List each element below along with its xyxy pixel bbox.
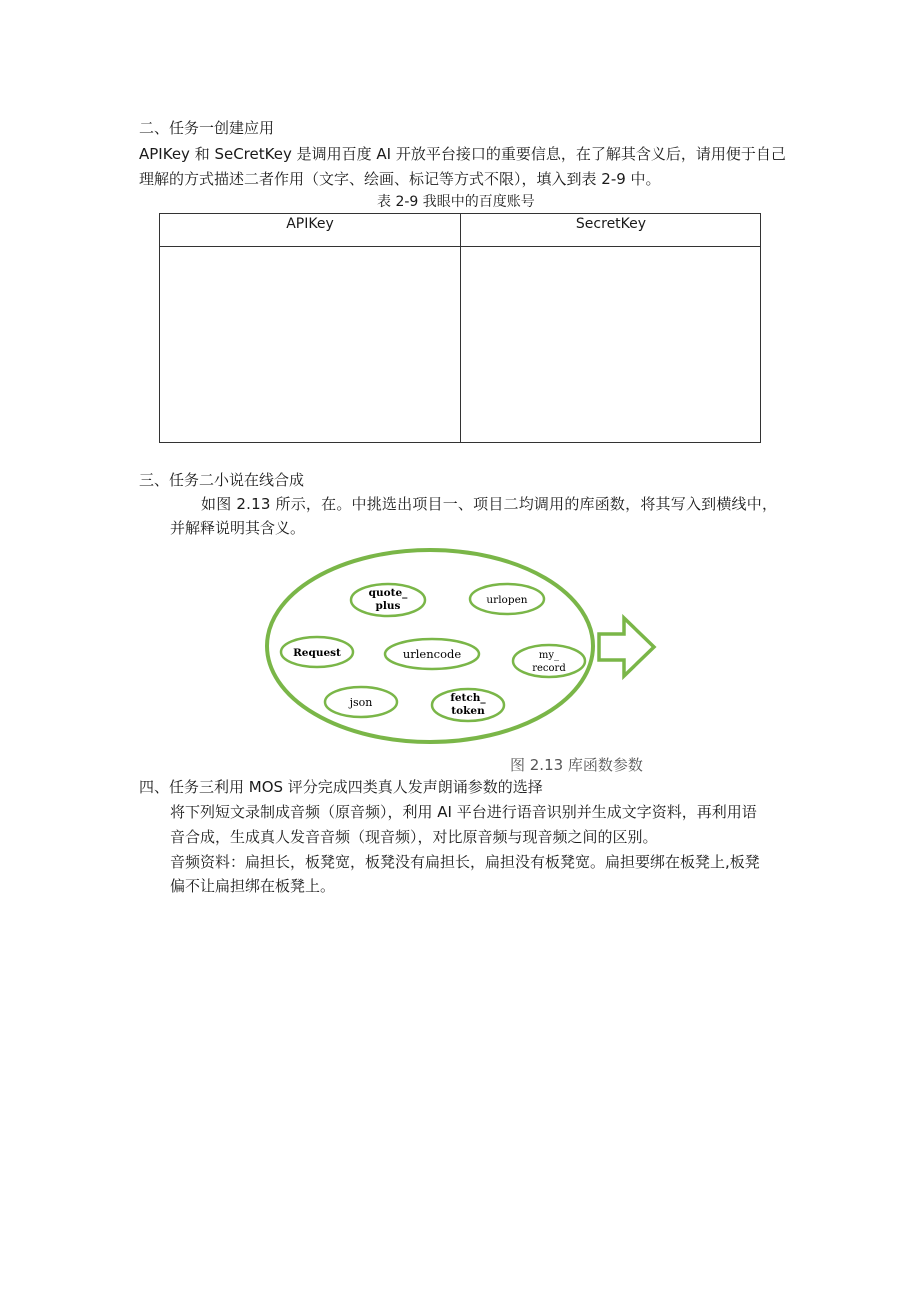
section4-paragraph-line3: 音频资料：扁担长，板凳宽，板凳没有扁担长，扁担没有板凳宽。扁担要绑在板凳上,板凳 xyxy=(170,853,760,871)
section3-paragraph-line1: 如图 2.13 所示，在。中挑选出项目一、项目二均调用的库函数，将其写入到横线中， xyxy=(201,495,778,513)
table-header-apikey: APIKey xyxy=(286,216,334,232)
bubble-quote-plus-line1: quote_ xyxy=(368,587,408,599)
right-arrow-icon xyxy=(599,618,654,676)
table-cell-secretkey[interactable] xyxy=(461,247,761,442)
table-header-secretkey: SecretKey xyxy=(575,216,647,232)
table-cell-apikey[interactable] xyxy=(160,247,460,442)
section4-paragraph-line4: 偏不让扁担绑在板凳上。 xyxy=(170,877,336,895)
section2-paragraph-line2: 理解的方式描述二者作用（文字、绘画、标记等方式不限），填入到表 2-9 中。 xyxy=(139,170,661,188)
section4-paragraph-line2: 音合成，生成真人发音音频（现音频），对比原音频与现音频之间的区别。 xyxy=(170,828,658,846)
bubble-urlopen xyxy=(470,584,544,614)
library-functions-figure xyxy=(262,544,662,754)
section4-heading: 四、任务三利用 MOS 评分完成四类真人发声朗诵参数的选择 xyxy=(139,778,543,796)
section3-paragraph-line2: 并解释说明其含义。 xyxy=(170,519,306,537)
section4-paragraph-line1: 将下列短文录制成音频（原音频），利用 AI 平台进行语音识别并生成文字资料，再利用语 xyxy=(170,803,757,821)
bubble-my-record-line1: my_ xyxy=(538,650,560,661)
section2-paragraph-line1: APIKey 和 SeCretKey 是调用百度 AI 开放平台接口的重要信息，在了解其含义后，请用便于自己 xyxy=(139,145,786,163)
bubble-json-text: json xyxy=(349,696,373,709)
bubble-fetch-token-line1: fetch_ xyxy=(450,692,486,704)
figure-caption: 图 2.13 库函数参数 xyxy=(510,756,643,774)
section3-heading: 三、任务二小说在线合成 xyxy=(139,471,305,489)
bubble-fetch-token xyxy=(432,689,504,721)
bubble-urlencode xyxy=(385,639,479,669)
bubble-fetch-token-line2: token xyxy=(451,705,485,717)
bubble-json xyxy=(325,687,397,717)
bubble-urlopen-text: urlopen xyxy=(486,594,528,606)
section2-heading: 二、任务一创建应用 xyxy=(139,119,275,137)
bubble-request-text: Request xyxy=(293,647,341,659)
bubble-quote-plus-line2: plus xyxy=(375,600,401,612)
bubble-quote-plus xyxy=(351,584,425,616)
bubble-request xyxy=(281,637,353,667)
bubble-my-record-line2: record xyxy=(532,663,566,674)
baidu-account-table xyxy=(159,213,761,443)
bubble-urlencode-text: urlencode xyxy=(402,647,462,661)
bubble-my-record xyxy=(513,645,585,677)
table-caption: 表 2-9 我眼中的百度账号 xyxy=(377,194,535,210)
